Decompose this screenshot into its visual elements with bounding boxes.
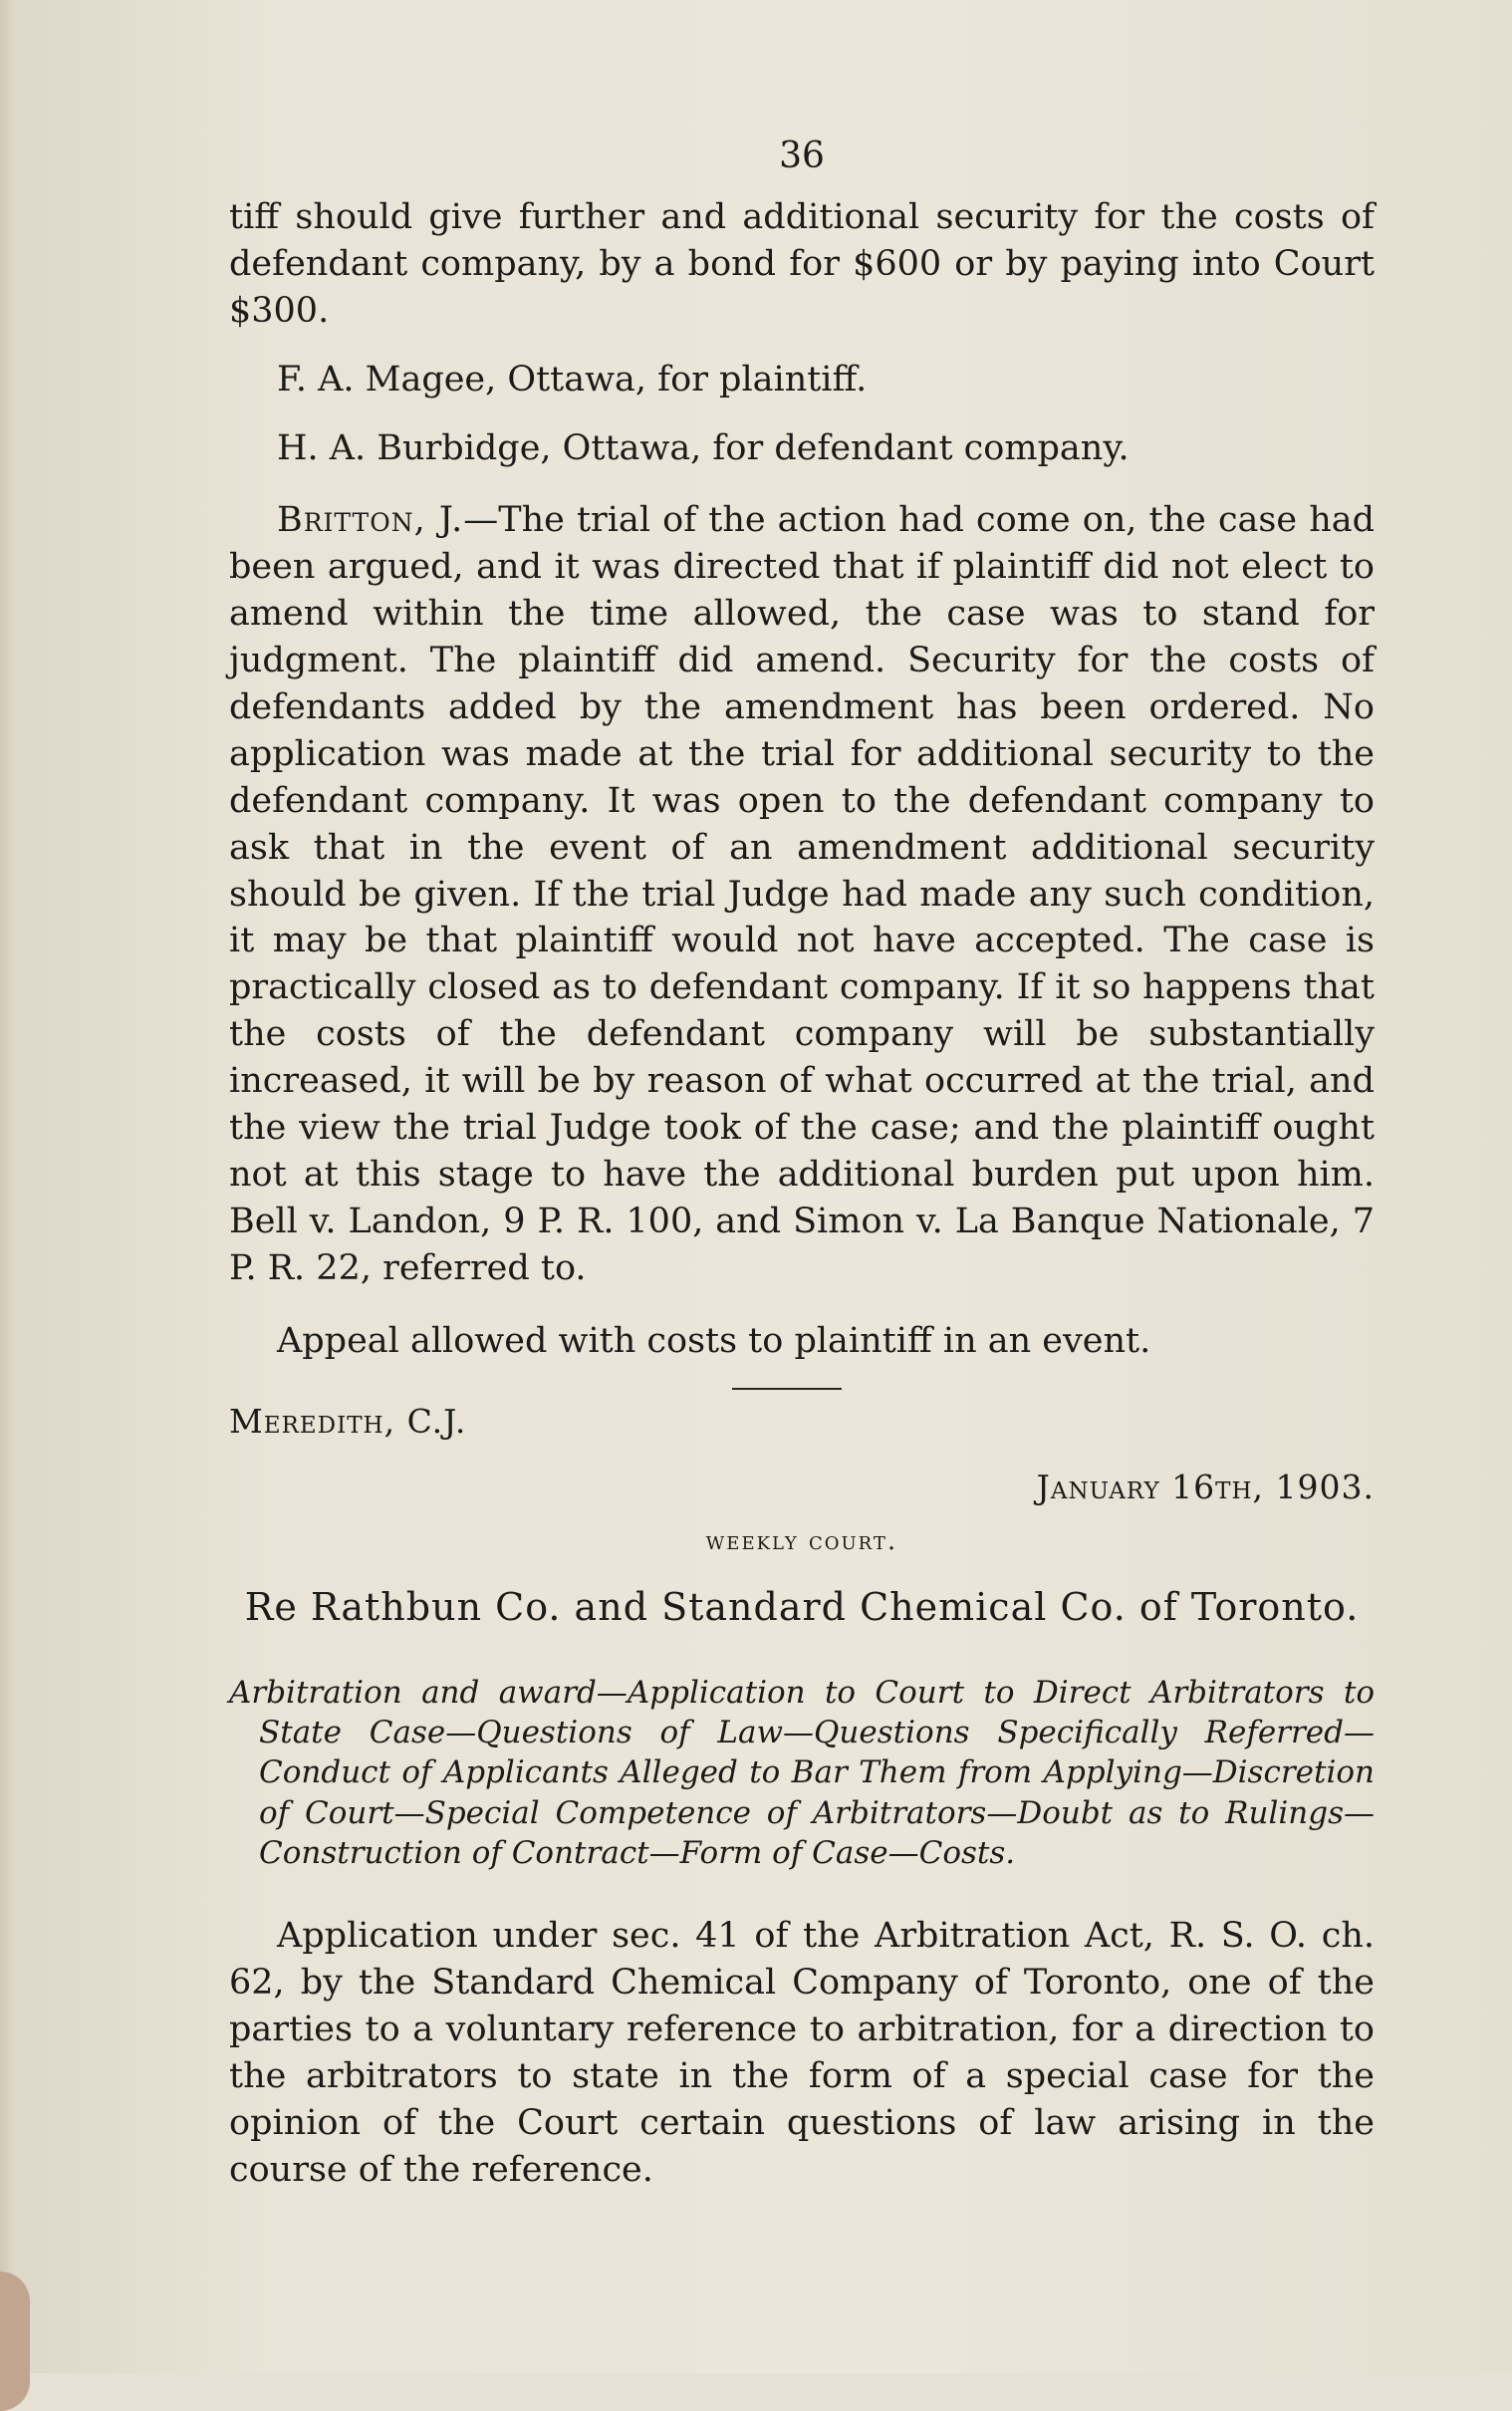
counsel-plaintiff: F. A. Magee, Ottawa, for plaintiff. [277,359,868,400]
application-paragraph: Application under sec. 41 of the Arbitration Act, R. S. O. ch. 62, by the Standard Chemical Company of Toronto, one of the parties to a voluntary reference to arbitration, for a direction to the arbitrators to state in the form of a special case for the opinion of the Court certain questions of law arising in the course of the reference. [229,1916,1375,2190]
thumb-shadow [0,2272,30,2411]
case-header-row [229,1384,1375,1464]
case-title: Re Rathbun Co. and Standard Chemical Co. of Toronto. [244,1585,1360,1630]
section-divider [732,1388,842,1390]
counsel-defendant: H. A. Burbidge, Ottawa, for defendant company. [277,427,1130,468]
headnote: Arbitration and award—Application to Court to Direct Arbitrators to State Case—Questions of Law—Questions Specifically Referred—Conduct of Applicants Alleged to Bar Them from Applying—Discretion of Court—Special Competence of Arbitrators—Doubt as to Rulings—Construction of Contract—Form of Case—Costs. [229,1674,1375,1871]
page-content [229,120,1375,2193]
judgment-paragraph [229,497,1375,1291]
court-name: weekly court. [705,1526,898,1557]
page-number: 36 [779,135,825,176]
disposition: Appeal allowed with costs to plaintiff in an event. [277,1320,1151,1361]
presiding-judge: Meredith, C.J. [229,1402,467,1442]
continuation-paragraph: tiff should give further and additional security for the costs of defendant company, by a bond for $600 or by paying into Court $300. [229,197,1375,331]
judge-name: Britton, J. [277,500,464,541]
judgment-text: —The trial of the action had come on, the case had been argued, and it was directed that if plaintiff did not elect to amend within the time allowed, the case was to stand for judgment. The plaintiff did amend. Security for the costs of defendants added by the amendment has been ordered. No application was made at the trial for additional security to the defendant company. It was open to the defendant company to ask that in the event of an amendment additional security should be given. If the trial Judge had made any such condition, it may be that plaintiff would not have accepted. The case is practically closed as to defendant company. If it so happens that the costs of the defendant company will be substantially increased, it will be by reason of what occurred at the trial, and the view the trial Judge took of the case; and the plaintiff ought not at this stage to have the additional burden put upon him. Bell v. Landon, 9 P. R. 100, and Simon v. La Banque Nationale, 7 P. R. 22, referred to. [229,500,1376,1288]
case-date: January 16th, 1903. [1036,1468,1375,1507]
page-gutter-shadow [0,0,14,2373]
